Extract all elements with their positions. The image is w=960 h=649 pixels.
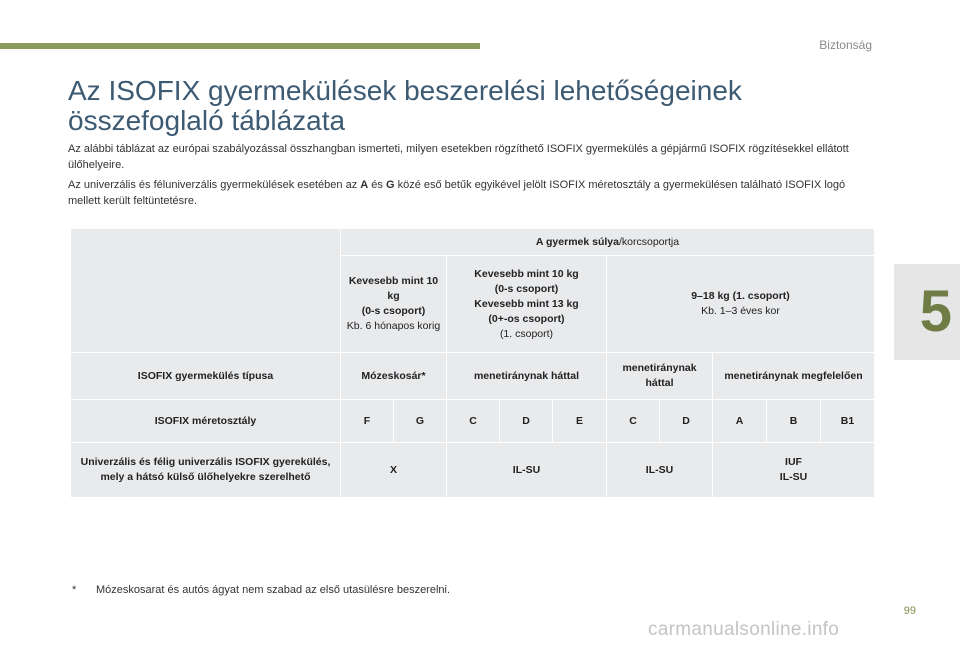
page-number: 99 bbox=[903, 605, 916, 617]
group-1-line-2: Kb. 1–3 éves kor bbox=[701, 305, 780, 317]
group-1-cell bbox=[607, 256, 875, 353]
type-carrycot: Mózeskosár* bbox=[341, 353, 447, 400]
group-0plus-line-5: (1. csoport) bbox=[499, 327, 554, 340]
group-0-cell bbox=[341, 256, 447, 353]
suitability-group-1-rear: IL-SU bbox=[607, 443, 713, 498]
group-0-line-3: Kb. 6 hónapos korig bbox=[346, 320, 441, 332]
table-corner-cell bbox=[71, 229, 341, 353]
size-class-cell: A bbox=[713, 400, 767, 443]
size-class-cell: F bbox=[341, 400, 394, 443]
group-0plus-cell bbox=[447, 256, 607, 353]
size-class-cell: B1 bbox=[821, 400, 875, 443]
page-title bbox=[68, 76, 828, 136]
intro-paragraph-2 bbox=[68, 177, 868, 209]
suitability-group-0: IL-SU bbox=[447, 443, 607, 498]
watermark[interactable]: carmanualsonline.info bbox=[648, 619, 840, 640]
chapter-number: 5 bbox=[919, 279, 952, 344]
table-row-type bbox=[71, 353, 875, 400]
group-0plus-line-3: Kevesebb mint 13 kg bbox=[474, 297, 579, 310]
intro-p2-after: közé eső betűk egyikével jelölt ISOFIX méretosztály a gyermekülésen található ISOFIX logó mellett került feltüntetésre. bbox=[68, 179, 846, 207]
type-rear-facing: menetiránynak háttal bbox=[447, 353, 607, 400]
suitability-row-label: Univerzális és félig univerzális ISOFIX gyerekülés, mely a hátsó külső ülőhelyekre szerelhető bbox=[71, 443, 341, 498]
type-row-label: ISOFIX gyermekülés típusa bbox=[71, 353, 341, 400]
intro-p2-a: A bbox=[360, 179, 369, 191]
group-0-line-2: (0-s csoport) bbox=[361, 305, 426, 317]
section-label: Biztonság bbox=[819, 38, 872, 52]
footnote bbox=[72, 584, 450, 596]
group-1-line-1: 9–18 kg (1. csoport) bbox=[691, 290, 790, 302]
suitability-forward-line-1: IUF bbox=[785, 456, 802, 468]
suitability-group-1-forward bbox=[713, 443, 875, 498]
group-0plus-line-1: Kevesebb mint 10 kg bbox=[474, 267, 579, 280]
suitability-forward-line-2: IL-SU bbox=[779, 471, 808, 483]
suitability-carrycot: X bbox=[341, 443, 447, 498]
weight-header-rest: /korcsoportja bbox=[618, 235, 680, 248]
header-accent-bar bbox=[0, 43, 480, 49]
page-title-line-1: Az ISOFIX gyermekülések beszerelési lehetőségeinek bbox=[68, 75, 742, 106]
table-row-size-class bbox=[71, 400, 875, 443]
intro-p2-mid: és bbox=[368, 179, 386, 191]
isofix-table bbox=[70, 228, 875, 498]
size-class-cell: C bbox=[447, 400, 500, 443]
group-0-line-1: Kevesebb mint 10 kg bbox=[348, 275, 439, 302]
size-class-cell: G bbox=[394, 400, 447, 443]
type-forward-facing: menetiránynak megfelelően bbox=[713, 353, 875, 400]
weight-header-bold: A gyermek súlya bbox=[535, 235, 619, 248]
size-class-cell: B bbox=[767, 400, 821, 443]
footnote-text: Mózeskosarat és autós ágyat nem szabad az első utasülésre beszerelni. bbox=[96, 584, 451, 596]
intro-p2-before: Az univerzális és féluniverzális gyermekülések esetében az bbox=[68, 179, 361, 191]
intro-p2-g: G bbox=[385, 179, 395, 191]
size-row-label: ISOFIX méretosztály bbox=[71, 400, 341, 443]
type-rear-facing-2: menetiránynak háttal bbox=[607, 353, 713, 400]
table-row-weight-header bbox=[71, 229, 875, 256]
group-0plus-line-4: (0+-os csoport) bbox=[488, 312, 565, 325]
footnote-marker: * bbox=[72, 584, 77, 596]
page-title-line-2: összefoglaló táblázata bbox=[68, 105, 346, 136]
size-class-cell: C bbox=[607, 400, 660, 443]
size-class-cell: E bbox=[553, 400, 607, 443]
size-class-cell: D bbox=[500, 400, 553, 443]
table-row-suitability bbox=[71, 443, 875, 498]
size-class-cell: D bbox=[660, 400, 713, 443]
intro-paragraph-1: Az alábbi táblázat az európai szabályozással összhangban ismerteti, milyen esetekben rögzíthető ISOFIX gyermekülés a gépjármű ISOFIX rögzítésekkel ellátott ülőhelyeire. bbox=[68, 143, 849, 171]
group-0plus-line-2: (0-s csoport) bbox=[494, 282, 559, 295]
weight-header-cell bbox=[341, 229, 875, 256]
